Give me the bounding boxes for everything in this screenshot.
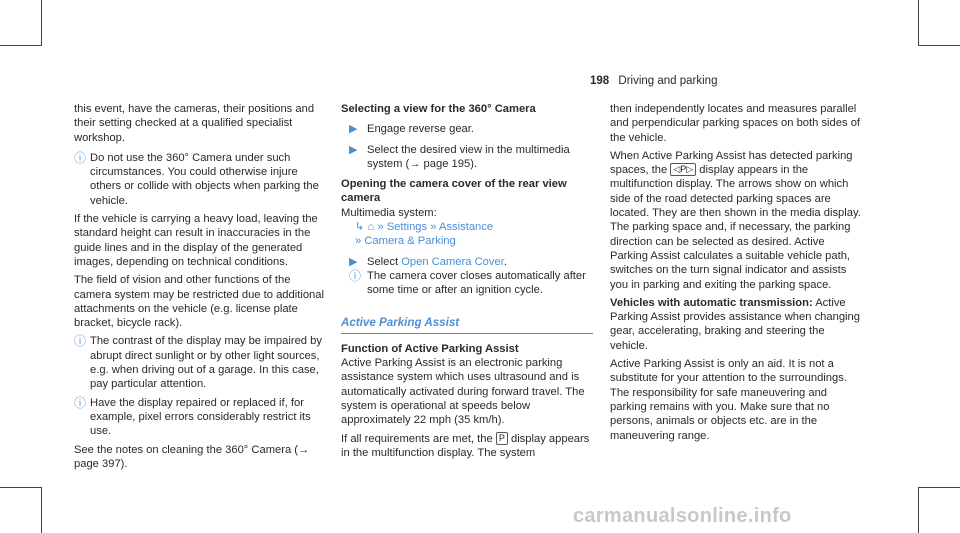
note-text: The camera cover closes automatically after some time or after an ignition cycle. [367,269,586,297]
parking-symbol-icon: P [496,432,508,445]
menu-link-settings[interactable]: Settings [386,221,428,234]
note [74,334,324,391]
column-3 [610,102,862,443]
info-icon: ⓘ [74,334,87,349]
info-icon: ⓘ [74,150,87,165]
crop-mark [918,487,919,533]
paragraph: If the vehicle is carrying a heavy load, leaving the standard height can result in inaccuracies in the guide lines and in the display of the generated images, depending on technical conditions. [74,213,318,268]
page-header [590,75,717,87]
page-number: 198 [590,75,610,87]
note-text: The contrast of the display may be impaired by abrupt direct sunlight or by other light sources, e.g. when driving out of a garage. In this case, pay particular attention. [90,335,322,391]
menu-link-camera-parking[interactable]: Camera & Parking [364,235,456,248]
crop-mark [918,0,919,46]
paragraph: If all requirements are met, the P display appears in the multifunction display. The system [341,432,590,459]
menu-link-assistance[interactable]: Assistance [438,221,494,234]
section-title: Active Parking Assist [341,315,460,329]
menu-path [341,234,593,248]
crop-mark [918,487,960,488]
note [74,151,324,208]
arrow-step-icon: ▶ [349,255,358,268]
info-icon: ⓘ [349,268,362,283]
section-divider [341,333,593,334]
double-arrow-icon: » [377,221,384,234]
home-icon: ⌂ [367,221,375,234]
menu-path [341,220,593,234]
crop-mark [918,45,960,46]
column-1 [74,102,324,471]
path-arrow-icon: ↳ [355,221,365,234]
parking-symbol-icon: ◁P▷ [670,163,696,176]
crop-mark [41,487,42,533]
paragraph: When Active Parking Assist has detected parking spaces, the ◁P▷ display appears in the multifunction display. The arrows show on which side of the road detected parking spaces are located. They are then shown in the media display. The parking space and, if necessary, the parking direction can be selected as desired. Active Parking Assist calculates a suitable vehicle path, switches on the turn signal indicator and assists you in parking and exiting the parking space. [610,149,861,291]
paragraph: See the notes on cleaning the 360° Camera (→ page 397). [74,443,310,470]
note-text: Do not use the 360° Camera under such circumstances. You could otherwise injure others or collide with objects when parking the vehicle. [90,151,319,207]
paragraph: Active Parking Assist is only an aid. It is not a substitute for your attention to the surroundings. The responsibility for safe maneuvering and parking remains with you. Make sure that no persons, animals or objects etc. are in the maneuvering range. [610,358,847,442]
arrow-step-icon: ▶ [349,123,358,136]
note-text: Have the display repaired or replaced if, for example, pixel errors considerably restrict its use. [90,396,311,438]
chapter-title: Driving and parking [618,75,718,87]
crop-mark [0,45,42,46]
step: ▶ Engage reverse gear. [349,123,474,136]
info-icon: ⓘ [74,395,87,410]
double-arrow-icon: » [355,235,362,248]
note [341,269,593,298]
arrow-step-icon: ▶ [349,143,358,156]
watermark: carmanualsonline.info [573,505,792,527]
paragraph: The field of vision and other functions of the camera system may be restricted due to additional attachments on the vehicle (e.g. license plate bracket, bicycle rack). [74,274,324,330]
column-2 [341,102,593,460]
step: ▶ Select Open Camera Cover. [349,255,507,268]
note [74,396,324,439]
crop-mark [41,0,42,46]
paragraph: this event, have the cameras, their positions and their setting checked at a qualified specialist workshop. [74,103,315,144]
paragraph: Active Parking Assist is an electronic parking assistance system which uses ultrasound and is automatically activated during forward travel. The system is operational at speeds below approximately 22 mph (35 km/h). [341,357,585,427]
heading: Selecting a view for the 360° Camera [341,103,536,115]
heading: Opening the camera cover of the rear view camera [341,178,567,205]
heading: Function of Active Parking Assist [341,342,519,355]
paragraph: Multimedia system: [341,206,437,219]
paragraph: Vehicles with automatic transmission: Active Parking Assist provides assistance when changing gear, accelerating, braking and steering the vehicle. [610,296,860,352]
crop-mark [0,487,42,488]
open-camera-cover-link[interactable]: Open Camera Cover [401,255,504,268]
double-arrow-icon: » [430,221,437,234]
paragraph: then independently locates and measures parallel and perpendicular parking spaces on both sides of the vehicle. [610,103,861,144]
step: ▶ Select the desired view in the multimedia system (→ page 195). [349,143,570,170]
